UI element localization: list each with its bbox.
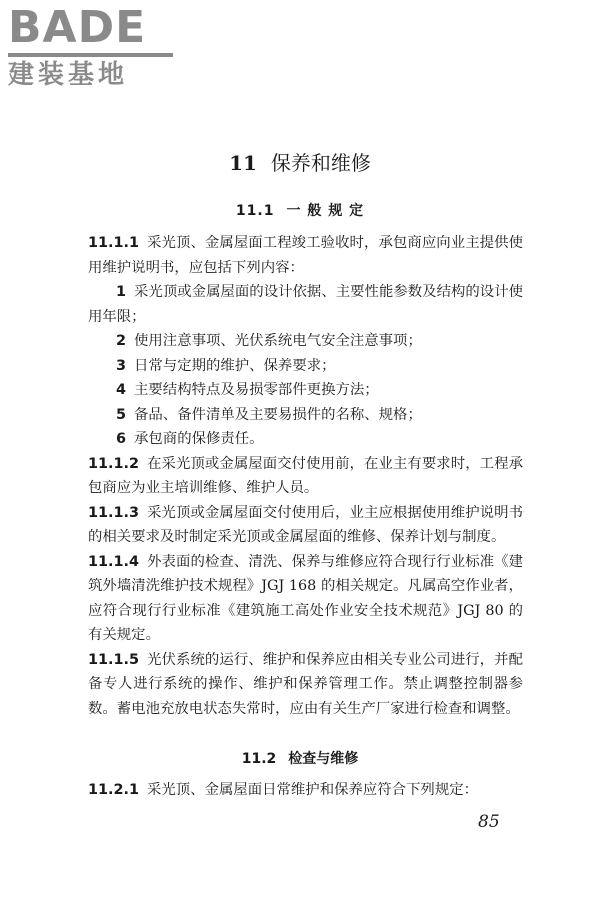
clause-number: 11.1.1 (88, 235, 139, 251)
clause-11-1-5 (88, 648, 523, 722)
list-item (88, 280, 523, 329)
list-item-number: 4 (116, 382, 127, 398)
clause-text: 采光顶或金属屋面交付使用后，业主应根据使用维护说明书的相关要求及时制定采光顶或金属屋面的维修、保养计划与制度。 (88, 504, 523, 545)
logo-divider (8, 53, 173, 57)
logo (8, 4, 183, 90)
clause-text: 在采光顶或金属屋面交付使用前，在业主有要求时，工程承包商应为业主培训维修、维护人员。 (88, 455, 523, 496)
list-item-text: 采光顶或金属屋面的设计依据、主要性能参数及结构的设计使用年限； (88, 284, 523, 325)
list-item-number: 5 (116, 406, 127, 423)
clause-number: 11.1.2 (88, 455, 139, 472)
clause-11-2-1 (88, 778, 523, 803)
clause-11-1-4 (88, 550, 523, 648)
chapter-title (0, 150, 600, 176)
clause-number: 11.1.4 (88, 553, 139, 570)
list-item-text: 主要结构特点及易损零部件更换方法； (134, 382, 379, 398)
list-item-number: 6 (116, 431, 127, 447)
section-number: 11.2 (241, 751, 277, 767)
clause-text: 外表面的检查、清洗、保养与维修应符合现行行业标准《建筑外墙清洗维护技术规程》JGJ 168 的相关规定。凡属高空作业者，应符合现行行业标准《建筑施工高处作业安全技术规范》JGJ 80 的有关规定。 (88, 553, 523, 643)
chapter-title-text: 保养和维修 (270, 151, 371, 175)
clause-number: 11.1.3 (88, 504, 139, 521)
section-number: 11.1 (235, 203, 275, 219)
section-body-inspection (88, 778, 523, 803)
page-number: 85 (478, 812, 500, 832)
section-title-text: 检查与维修 (288, 751, 359, 767)
clause-11-1-1 (88, 231, 523, 280)
list-item (88, 403, 523, 428)
section-body-general (88, 231, 523, 721)
list-item-number: 3 (116, 357, 127, 374)
list-item-text: 日常与定期的维护、保养要求； (134, 357, 336, 374)
section-heading-general (0, 201, 600, 221)
clause-11-1-3 (88, 501, 523, 550)
clause-number: 11.2.1 (88, 782, 139, 798)
clause-text: 光伏系统的运行、维护和保养应由相关专业公司进行，并配备专人进行系统的操作、维护和保养管理工作。禁止调整控制器参数。蓄电池充放电状态失常时，应由有关生产厂家进行检查和调整。 (88, 651, 523, 717)
clause-11-1-2 (88, 452, 523, 501)
clause-text: 采光顶、金属屋面日常维护和保养应符合下列规定： (147, 782, 478, 798)
logo-wordmark: BADE (8, 2, 147, 53)
logo-subtitle: 建装基地 (8, 60, 129, 90)
chapter-number: 11 (229, 151, 257, 175)
section-title-text: 一 般 规 定 (286, 203, 365, 219)
section-heading-inspection (0, 749, 600, 769)
list-item (88, 427, 523, 452)
list-item (88, 378, 523, 403)
list-item-text: 承包商的保修责任。 (134, 431, 264, 447)
list-item-number: 1 (116, 284, 127, 300)
clause-number: 11.1.5 (88, 651, 139, 668)
list-item (88, 354, 523, 379)
clause-text: 采光顶、金属屋面工程竣工验收时，承包商应向业主提供使用维护说明书，应包括下列内容： (88, 235, 523, 276)
list-item-text: 备品、备件清单及主要易损件的名称、规格； (134, 406, 422, 423)
list-item-text: 使用注意事项、光伏系统电气安全注意事项； (134, 333, 422, 349)
list-item-number: 2 (116, 333, 127, 349)
list-item (88, 329, 523, 354)
